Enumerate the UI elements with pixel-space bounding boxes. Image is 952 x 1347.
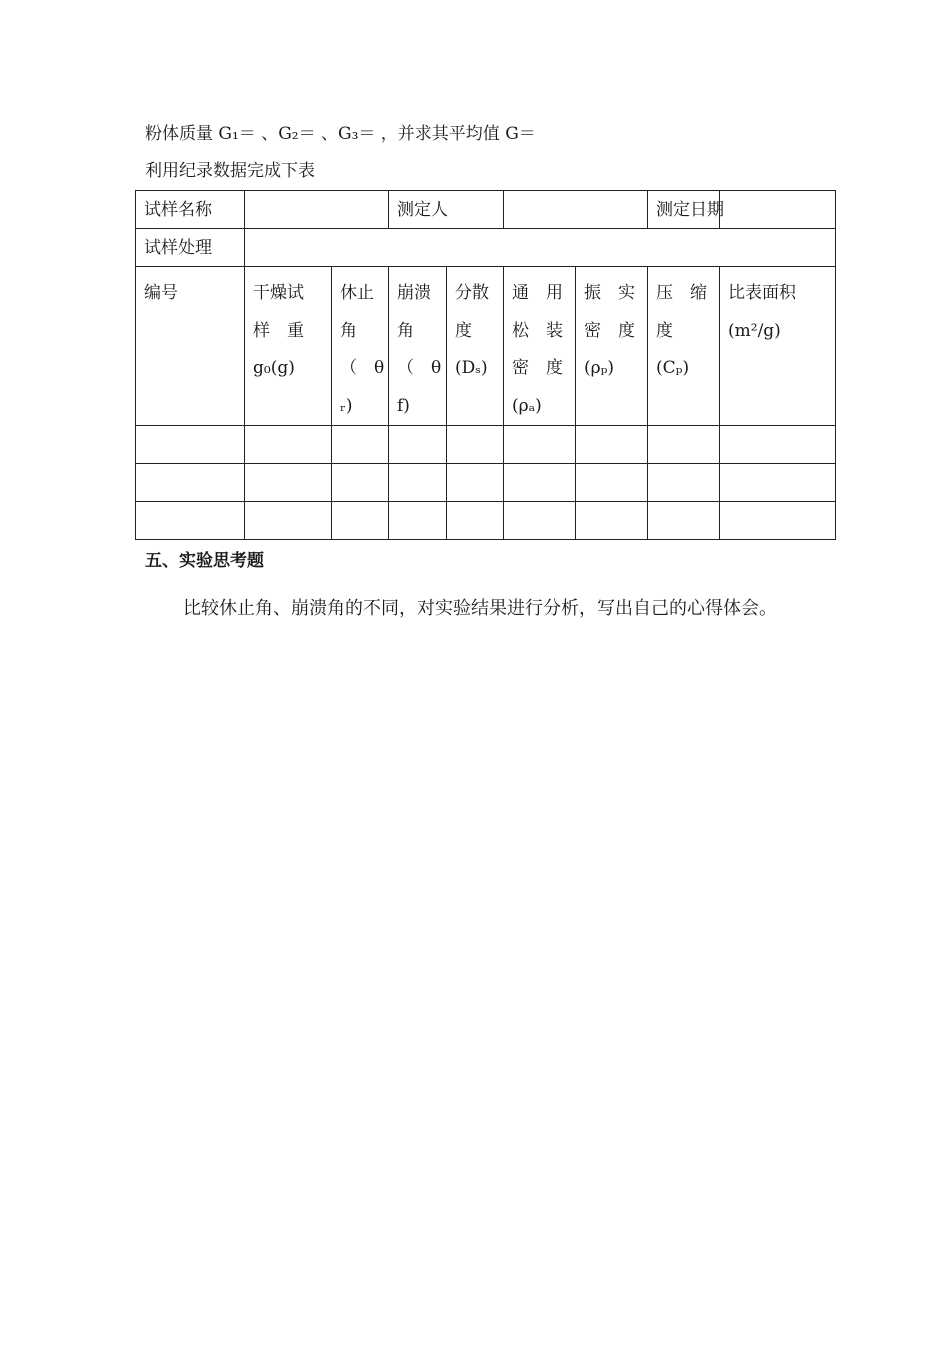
header-line: 干燥试 [253, 283, 304, 303]
header-line: 通 用 [512, 283, 563, 303]
table-cell[interactable] [720, 464, 836, 502]
table-cell[interactable] [245, 502, 332, 540]
powder-mass-line: 粉体质量 G₁＝ 、G₂＝ 、G₃＝ ，并求其平均值 G＝ [145, 124, 536, 144]
column-header-no [136, 267, 245, 426]
header-line: （ θ [340, 358, 385, 378]
sample-name-label: 试样名称 [136, 191, 245, 229]
table-cell[interactable] [648, 426, 720, 464]
date-label: 测定日期 [648, 191, 720, 229]
table-cell[interactable] [720, 426, 836, 464]
header-line: 密 度 [584, 320, 635, 341]
column-header-collapse [389, 267, 447, 426]
header-line: (Cₚ) [656, 358, 690, 378]
header-line: 振 实 [584, 283, 635, 303]
header-line: 角 [340, 320, 357, 341]
column-header-dry [245, 267, 332, 426]
tester-label: 测定人 [389, 191, 504, 229]
table-cell[interactable] [648, 464, 720, 502]
header-line: (ρₐ) [512, 395, 542, 416]
column-header-row [136, 267, 836, 426]
column-header-ssa [720, 267, 836, 426]
table-cell[interactable] [245, 464, 332, 502]
table-cell[interactable] [136, 464, 245, 502]
table-cell[interactable] [389, 464, 447, 502]
header-line: 角 [397, 320, 414, 341]
table-cell[interactable] [332, 426, 389, 464]
table-cell[interactable] [389, 502, 447, 540]
table-instruction: 利用纪录数据完成下表 [145, 161, 315, 181]
column-header-disp [447, 267, 504, 426]
table-cell[interactable] [576, 464, 648, 502]
header-line: 度 [455, 320, 472, 341]
header-line: 比表面积 [728, 283, 796, 303]
column-header-comp [648, 267, 720, 426]
header-line: 度 [656, 320, 673, 341]
table-cell[interactable] [447, 502, 504, 540]
table-cell[interactable] [504, 426, 576, 464]
column-header-loose [504, 267, 576, 426]
header-line: 松 装 [512, 320, 563, 341]
experiment-data-table [135, 190, 836, 540]
table-cell[interactable] [648, 502, 720, 540]
table-cell[interactable] [332, 464, 389, 502]
header-line: ᵣ) [340, 395, 353, 416]
header-line: g₀(g) [253, 358, 295, 378]
table-row [136, 426, 836, 464]
header-line: 压 缩 [656, 283, 707, 303]
table-cell[interactable] [504, 502, 576, 540]
table-cell[interactable] [136, 426, 245, 464]
processing-cell[interactable] [245, 229, 836, 267]
date-cell[interactable] [720, 191, 836, 229]
table-row [136, 502, 836, 540]
table-cell[interactable] [332, 502, 389, 540]
table-cell[interactable] [576, 426, 648, 464]
data-rows [136, 426, 836, 540]
header-line: （ θ [397, 358, 442, 378]
header-line: 样 重 [253, 320, 304, 341]
table-cell[interactable] [447, 464, 504, 502]
thinking-question: 比较休止角、崩溃角的不同，对实验结果进行分析，写出自己的心得体会。 [183, 598, 777, 619]
processing-label: 试样处理 [136, 229, 245, 267]
table-cell[interactable] [447, 426, 504, 464]
tester-cell[interactable] [504, 191, 648, 229]
section-title: 五、实验思考题 [145, 551, 264, 571]
column-header-tap [576, 267, 648, 426]
table-row [136, 464, 836, 502]
header-line: 崩溃 [397, 283, 431, 303]
header-line: f) [397, 395, 410, 416]
header-line: 编号 [144, 283, 178, 303]
info-row [136, 191, 836, 229]
table-cell[interactable] [720, 502, 836, 540]
header-line: (ρₚ) [584, 358, 615, 378]
header-line: (m²/g) [728, 320, 781, 341]
header-line: 分散 [455, 283, 489, 303]
table-cell[interactable] [576, 502, 648, 540]
header-line: (Dₛ) [455, 358, 488, 378]
header-line: 休止 [340, 283, 374, 303]
processing-row [136, 229, 836, 267]
column-header-repose [332, 267, 389, 426]
table-cell[interactable] [389, 426, 447, 464]
table-cell[interactable] [504, 464, 576, 502]
header-line: 密 度 [512, 358, 563, 378]
table-cell[interactable] [245, 426, 332, 464]
table-cell[interactable] [136, 502, 245, 540]
sample-name-cell[interactable] [245, 191, 389, 229]
